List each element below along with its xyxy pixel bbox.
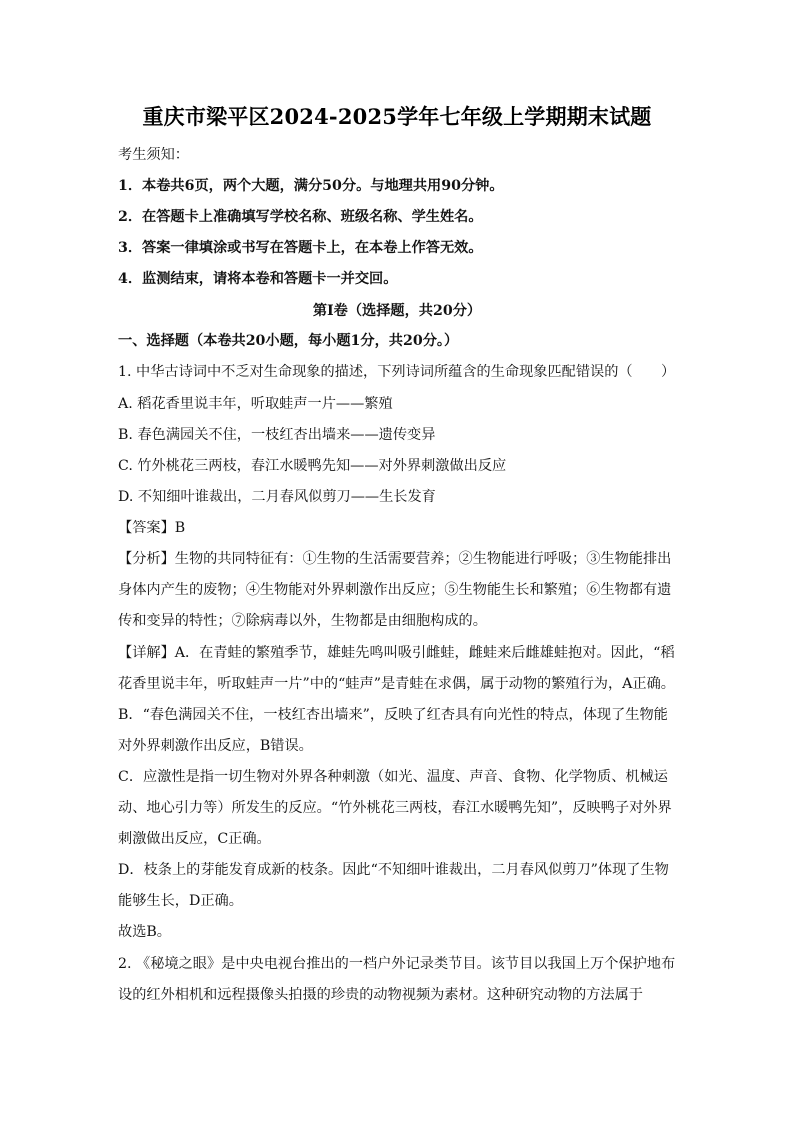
question-1-detail-line: 对外界刺激作出反应，B错误。 (118, 738, 313, 754)
question-1-analysis-line: 传和变异的特性；⑦除病毒以外，生物都是由细胞构成的。 (118, 613, 487, 629)
question-1-analysis-line: 【分析】生物的共同特征有：①生物的生活需要营养；②生物能进行呼吸；③生物能排出 (118, 551, 672, 567)
question-1-detail-line: 花香里说丰年，听取蛙声一片”中的“蛙声”是青蛙在求偶，属于动物的繁殖行为，A正确。 (118, 676, 675, 692)
section-title: 第Ⅰ卷（选择题，共20分） (312, 303, 482, 319)
question-1-option-a: A. 稻花香里说丰年，听取蛙声一片——繁殖 (118, 396, 393, 412)
question-1-conclusion: 故选B。 (118, 924, 171, 940)
question-1-analysis-line: 身体内产生的废物；④生物能对外界刺激作出反应；⑤生物能生长和繁殖；⑥生物都有遗 (118, 582, 672, 598)
notice-item-2: 2．在答题卡上准确填写学校名称、班级名称、学生姓名。 (118, 209, 483, 225)
notice-item-3: 3．答案一律填涂或书写在答题卡上，在本卷上作答无效。 (118, 240, 483, 256)
notice-item-1: 1．本卷共6页，两个大题，满分50分。与地理共用90分钟。 (118, 178, 504, 194)
question-2-line: 2. 《秘境之眼》是中央电视台推出的一档户外记录类节目。该节目以我国上万个保护地布 (118, 956, 676, 972)
question-1-answer: 【答案】B (118, 520, 186, 536)
question-1-option-d: D. 不知细叶谁裁出，二月春风似剪刀——生长发育 (118, 489, 436, 505)
question-1-detail-line: 【详解】A．在青蛙的繁殖季节，雄蛙先鸣叫吸引雌蛙，雌蛙来后雌雄蛙抱对。因此，“稻 (118, 645, 675, 661)
question-1-detail-line: D．枝条上的芽能发育成新的枝条。因此“不知细叶谁裁出，二月春风似剪刀”体现了生物 (118, 862, 669, 878)
exam-title: 重庆市梁平区2024-2025学年七年级上学期期末试题 (142, 104, 652, 129)
question-1-detail-line: 刺激做出反应，C正确。 (118, 831, 271, 847)
question-1-detail-line: 能够生长，D正确。 (118, 893, 243, 909)
question-1-detail-line: C．应激性是指一切生物对外界各种刺激（如光、温度、声音、食物、化学物质、机械运 (118, 769, 668, 785)
question-1-detail-line: 动、地心引力等）所发生的反应。“竹外桃花三两枝，春江水暖鸭先知”，反映鸭子对外界 (118, 800, 672, 816)
question-1-stem: 1. 中华古诗词中不乏对生命现象的描述，下列诗词所蕴含的生命现象匹配错误的（ ） (118, 364, 676, 380)
notice-heading: 考生须知： (118, 147, 189, 163)
question-2-line: 设的红外相机和远程摄像头拍摄的珍贵的动物视频为素材。这种研究动物的方法属于 (118, 987, 643, 1003)
question-1-option-b: B. 春色满园关不住，一枝红杏出墙来——遗传变异 (118, 427, 436, 443)
question-1-detail-line: B．“春色满园关不住，一枝红杏出墙来”，反映了红杏具有向光性的特点，体现了生物能 (118, 707, 668, 723)
part-title: 一、选择题（本卷共20小题，每小题1分，共20分。） (118, 333, 459, 349)
notice-item-4: 4．监测结束，请将本卷和答题卡一并交回。 (118, 271, 398, 287)
question-1-option-c: C. 竹外桃花三两枝，春江水暖鸭先知——对外界刺激做出反应 (118, 458, 507, 474)
